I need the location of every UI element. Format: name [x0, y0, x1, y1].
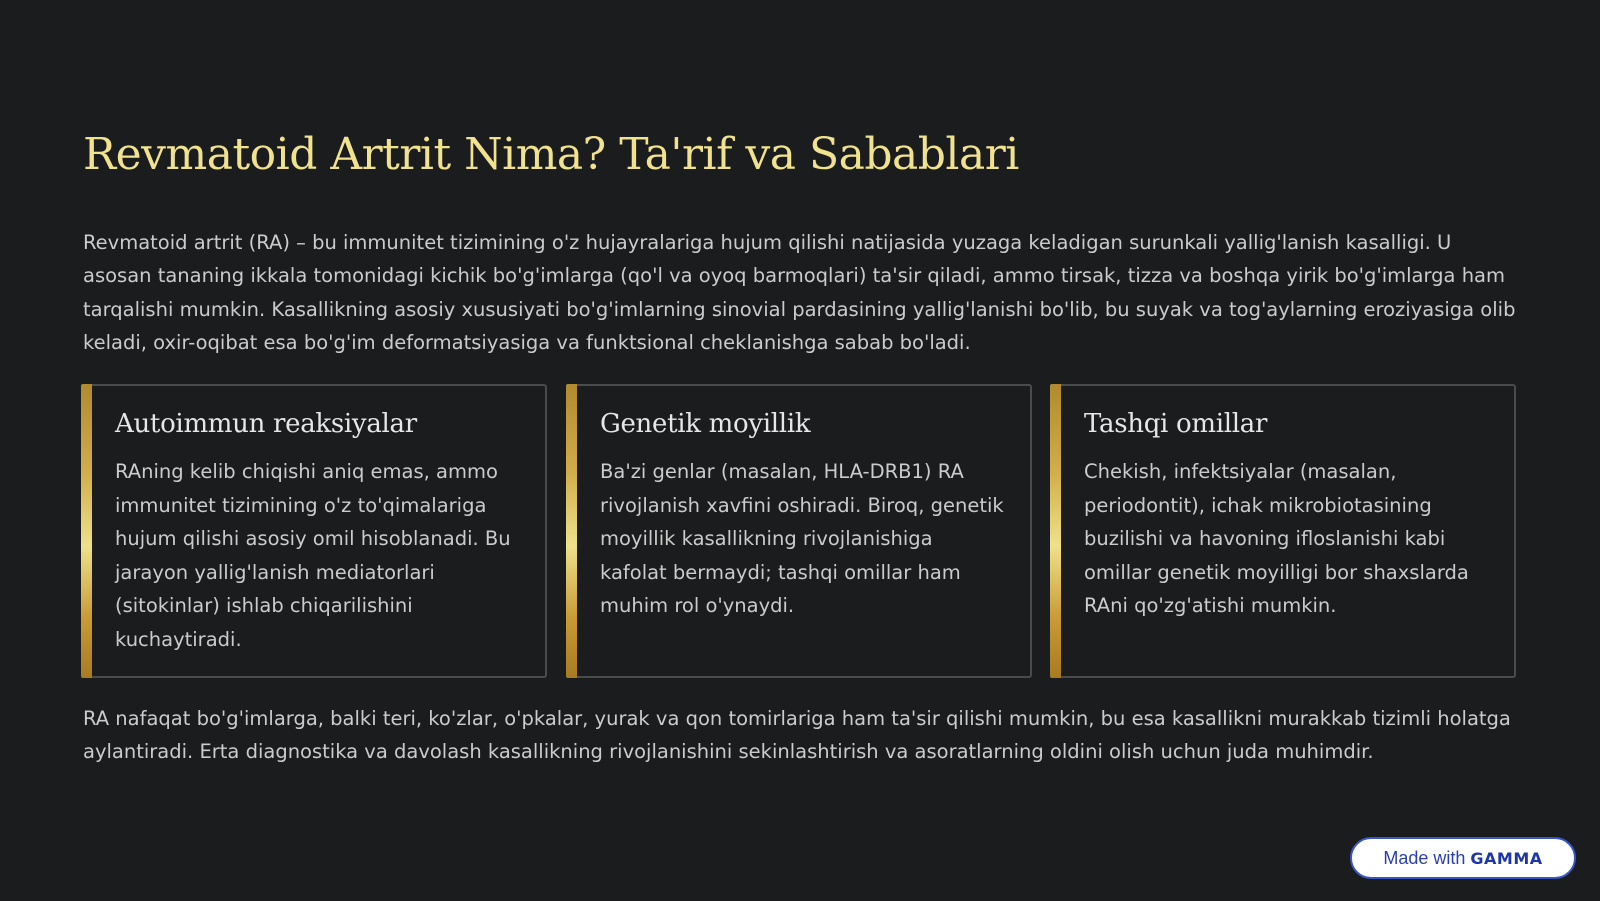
- card-body: Chekish, infektsiyalar (masalan, periodontit), ichak mikrobiotasining buzilishi va havoning ifloslanishi kabi omillar genetik moyilligi bor shaxslarda RAni qo'zg'atishi mumkin.: [1084, 460, 1469, 618]
- badge-label: Made with: [1383, 847, 1466, 868]
- card-accent-bar: [81, 384, 92, 678]
- intro-paragraph: Revmatoid artrit (RA) – bu immunitet tizimining o'z hujayralariga hujum qilishi natijasida yuzaga keladigan surunkali yallig'lanish kasalligi. U asosan tananing ikkala tomonidagi kichik bo'g'imlarga (qo'l va oyoq barmoqlari) ta'sir qiladi, ammo tirsak, tizza va boshqa yirik bo'g'imlarga ham tarqalishi mumkin. Kasallikning asosiy xususiyati bo'g'imlarning sinovial pardasining yallig'lanishi bo'lib, bu suyak va tog'aylarning eroziyasiga olib keladi, oxir-oqibat esa bo'g'im deformatsiyasiga va funktsional cheklanishga sabab bo'ladi.: [83, 231, 1516, 354]
- card-title: Genetik moyillik: [600, 409, 811, 439]
- outro-paragraph: RA nafaqat bo'g'imlarga, balki teri, ko'zlar, o'pkalar, yurak va qon tomirlariga ham ta'sir qilishi mumkin, bu esa kasallikni murakkab tizimli holatga aylantiradi. Erta diagnostika va davolash kasallikning rivojlanishini sekinlashtirish va asoratlarning oldini olish uchun juda muhimdir.: [83, 707, 1511, 764]
- gamma-logo: GAMMA: [1470, 848, 1543, 868]
- card-body: RAning kelib chiqishi aniq emas, ammo immunitet tizimining o'z to'qimalariga hujum qilishi asosiy omil hisoblanadi. Bu jarayon yallig'lanish mediatorlari (sitokinlar) ishlab chiqarilishini kuchaytiradi.: [115, 460, 511, 651]
- card-body: Ba'zi genlar (masalan, HLA-DRB1) RA rivojlanish xavfini oshiradi. Biroq, genetik moyillik kasallikning rivojlanishiga kafolat bermaydi; tashqi omillar ham muhim rol o'ynaydi.: [600, 460, 1004, 618]
- card-autoimmune: [81, 384, 547, 678]
- card-title: Tashqi omillar: [1084, 409, 1268, 439]
- cards-row: [81, 384, 1516, 678]
- card-accent-bar: [1050, 384, 1061, 678]
- made-with-gamma-button[interactable]: [1350, 837, 1576, 879]
- card-accent-bar: [566, 384, 577, 678]
- slide-title: Revmatoid Artrit Nima? Ta'rif va Sabablari: [83, 129, 1019, 180]
- card-external: [1050, 384, 1516, 678]
- card-genetic: [566, 384, 1032, 678]
- card-title: Autoimmun reaksiyalar: [115, 409, 417, 439]
